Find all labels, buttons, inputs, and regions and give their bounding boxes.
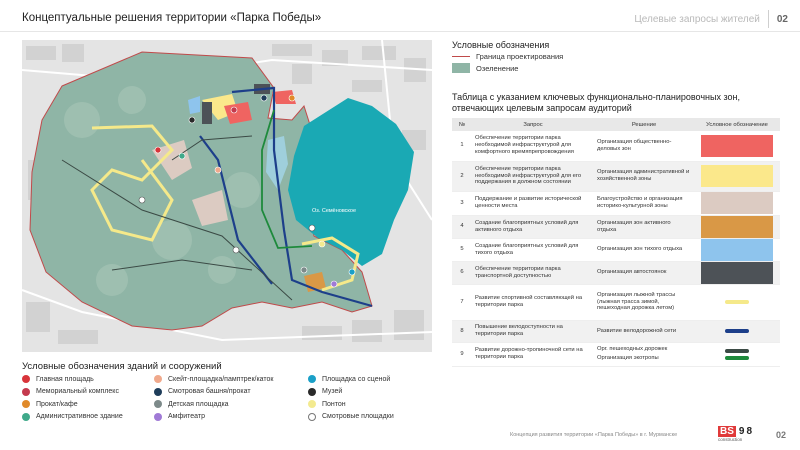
row-request: Повышение велодоступности на территории парка bbox=[472, 320, 594, 342]
marker-dot-icon bbox=[154, 400, 162, 408]
marker-dot-icon bbox=[154, 375, 162, 383]
row-request: Обеспечение территории парка необходимой инфраструктурой для его поддержания в должном состоянии bbox=[472, 161, 594, 191]
row-number: 9 bbox=[452, 342, 472, 366]
marker-dot-icon bbox=[154, 413, 162, 421]
row-solution bbox=[594, 131, 694, 161]
marker-dot-icon bbox=[154, 388, 162, 396]
table-row bbox=[452, 238, 780, 261]
legend-greenery-label: Озеленение bbox=[476, 63, 519, 73]
header-rule bbox=[0, 31, 800, 32]
zones-table bbox=[452, 118, 780, 367]
table-row bbox=[452, 215, 780, 238]
table-header-row bbox=[452, 118, 780, 131]
row-solution bbox=[594, 320, 694, 342]
logo-sub: construction bbox=[718, 437, 743, 442]
building-legend-item bbox=[308, 413, 394, 421]
table-row bbox=[452, 161, 780, 191]
row-number: 5 bbox=[452, 238, 472, 261]
table-row bbox=[452, 342, 780, 366]
footer-page-number: 02 bbox=[776, 430, 787, 440]
boundary-line-icon bbox=[452, 56, 470, 58]
solution-text: Организация зон тихого отдыха bbox=[597, 246, 683, 253]
row-symbol bbox=[694, 191, 780, 215]
marker-dot-icon bbox=[22, 388, 30, 396]
table-title: Таблица с указанием ключевых функционально-планировочных зон, отвечающих целевым запросам аудиторий bbox=[452, 92, 740, 114]
table-row bbox=[452, 131, 780, 161]
solution-text: Организация административной и хозяйственной зоны bbox=[597, 169, 690, 182]
marker-dot-icon bbox=[308, 400, 316, 408]
route-line-icon bbox=[725, 300, 749, 304]
building-legend-item bbox=[308, 400, 346, 408]
legend-greenery bbox=[452, 63, 518, 73]
zone-swatch-icon bbox=[701, 165, 773, 187]
row-number: 4 bbox=[452, 215, 472, 238]
building-legend-item bbox=[154, 375, 274, 383]
building-legend-item bbox=[154, 413, 205, 421]
row-symbol bbox=[694, 238, 780, 261]
row-number: 3 bbox=[452, 191, 472, 215]
building-legend-label: Смотровые площадки bbox=[322, 413, 394, 420]
table-row bbox=[452, 284, 780, 320]
building-legend-label: Понтон bbox=[322, 400, 346, 408]
row-solution bbox=[594, 215, 694, 238]
col-symbol: Условное обозначение bbox=[694, 118, 780, 131]
solution-text: Организация лыжной трассы (лыжная трасса зимой, пешеходная дорожка летом) bbox=[597, 291, 676, 312]
route-line-icon bbox=[725, 356, 749, 360]
row-number: 2 bbox=[452, 161, 472, 191]
row-number: 6 bbox=[452, 261, 472, 284]
row-symbol bbox=[694, 320, 780, 342]
solution-text: Благоустройство и организация историко-культурной зоны bbox=[597, 196, 683, 209]
solution-text: Организация общественно-деловых зон bbox=[597, 138, 672, 152]
marker-dot-icon bbox=[308, 388, 316, 396]
park-map bbox=[22, 40, 432, 352]
company-logo bbox=[718, 426, 762, 442]
building-legend-label: Детская площадка bbox=[168, 400, 229, 408]
row-solution bbox=[594, 238, 694, 261]
col-solution: Решение bbox=[594, 118, 694, 131]
row-solution bbox=[594, 161, 694, 191]
table-body bbox=[452, 131, 780, 366]
legend-boundary bbox=[452, 52, 563, 61]
row-request: Создание благоприятных условий для тихого отдыха bbox=[472, 238, 594, 261]
logo-bs: BS bbox=[720, 426, 734, 437]
building-legend-label: Мемориальный комплекс bbox=[36, 388, 119, 395]
park-map-svg bbox=[22, 40, 432, 352]
building-legend-item bbox=[308, 375, 390, 383]
row-request: Создание благоприятных условий для активного отдыха bbox=[472, 215, 594, 238]
section-label: Целевые запросы жителей bbox=[634, 13, 760, 25]
route-line-icon bbox=[725, 329, 749, 333]
row-number: 8 bbox=[452, 320, 472, 342]
row-number: 1 bbox=[452, 131, 472, 161]
marker-dot-icon bbox=[22, 375, 30, 383]
legend-boundary-label: Граница проектирования bbox=[476, 52, 564, 61]
marker-dot-icon bbox=[308, 375, 316, 383]
header-page-number: 02 bbox=[776, 13, 788, 25]
row-symbol bbox=[694, 131, 780, 161]
building-legend-label: Прокат/кафе bbox=[36, 400, 78, 408]
row-symbol bbox=[694, 215, 780, 238]
lake-label: Оз. Семёновское bbox=[312, 208, 357, 214]
solution-text: Организация зон активного отдыха bbox=[597, 219, 671, 233]
building-legend-item bbox=[154, 388, 251, 396]
zone-swatch-icon bbox=[701, 192, 773, 214]
marker-dot-icon bbox=[22, 413, 30, 421]
row-symbol bbox=[694, 261, 780, 284]
building-legend-label: Амфитеатр bbox=[168, 413, 206, 420]
solution-text: Орг. пешеходных дорожек bbox=[597, 346, 668, 353]
col-request: Запрос bbox=[472, 118, 594, 131]
building-legend-item bbox=[308, 388, 342, 396]
header-right bbox=[634, 9, 788, 29]
row-symbol bbox=[694, 284, 780, 320]
zone-swatch-icon bbox=[701, 216, 773, 238]
greenery-swatch-icon bbox=[452, 63, 470, 73]
building-legend-label: Смотровая башня/прокат bbox=[168, 388, 251, 395]
building-legend-label: Главная площадь bbox=[36, 375, 94, 383]
footer-text: Концепция развития территории «Парка Победы» в г. Мурманске bbox=[510, 432, 678, 438]
row-number: 7 bbox=[452, 284, 472, 320]
table-row bbox=[452, 261, 780, 284]
buildings-legend-title: Условные обозначения зданий и сооружений bbox=[22, 361, 222, 372]
solution-text: Развитие велодорожной сети bbox=[597, 327, 677, 334]
building-legend-label: Скейт-площадка/памптрек/каток bbox=[168, 375, 274, 383]
page-title: Концептуальные решения территории «Парка Победы» bbox=[22, 12, 322, 24]
zone-swatch-icon bbox=[701, 262, 773, 284]
table-row bbox=[452, 191, 780, 215]
table-row bbox=[452, 320, 780, 342]
building-legend-item bbox=[22, 375, 94, 383]
logo-98: 98 bbox=[738, 426, 755, 437]
row-request: Развитие дорожно-тропиночной сети на территории парка bbox=[472, 342, 594, 366]
building-legend-item bbox=[22, 388, 119, 396]
solution-text: Организация автостоянок bbox=[597, 269, 667, 276]
zone-swatch-icon bbox=[701, 239, 773, 261]
row-symbol bbox=[694, 161, 780, 191]
row-solution bbox=[594, 261, 694, 284]
building-legend-item bbox=[154, 400, 229, 408]
row-request: Развитие спортивной составляющей на территории парка bbox=[472, 284, 594, 320]
row-request: Поддержание и развитие исторической ценности места bbox=[472, 191, 594, 215]
row-request: Обеспечение территории парка транспортной доступностью bbox=[472, 261, 594, 284]
building-legend-item bbox=[22, 413, 123, 421]
solution-text: Организация экотропы bbox=[597, 355, 659, 361]
building-legend-label: Площадка со сценой bbox=[322, 375, 391, 383]
building-legend-label: Административное здание bbox=[36, 413, 123, 420]
row-request: Обеспечение территории парка необходимой инфраструктурой для комфортного времяпрепровождения bbox=[472, 131, 594, 161]
route-line-icon bbox=[725, 349, 749, 353]
row-solution bbox=[594, 191, 694, 215]
map-legend-title: Условные обозначения bbox=[452, 40, 550, 50]
zone-parking bbox=[202, 102, 212, 124]
row-solution bbox=[594, 342, 694, 366]
marker-dot-icon bbox=[308, 413, 316, 421]
building-legend-item bbox=[22, 400, 78, 408]
col-num: № bbox=[452, 118, 472, 131]
row-symbol bbox=[694, 342, 780, 366]
marker-dot-icon bbox=[22, 400, 30, 408]
zone-swatch-icon bbox=[701, 135, 773, 157]
building-legend-label: Музей bbox=[322, 388, 343, 395]
row-solution bbox=[594, 284, 694, 320]
